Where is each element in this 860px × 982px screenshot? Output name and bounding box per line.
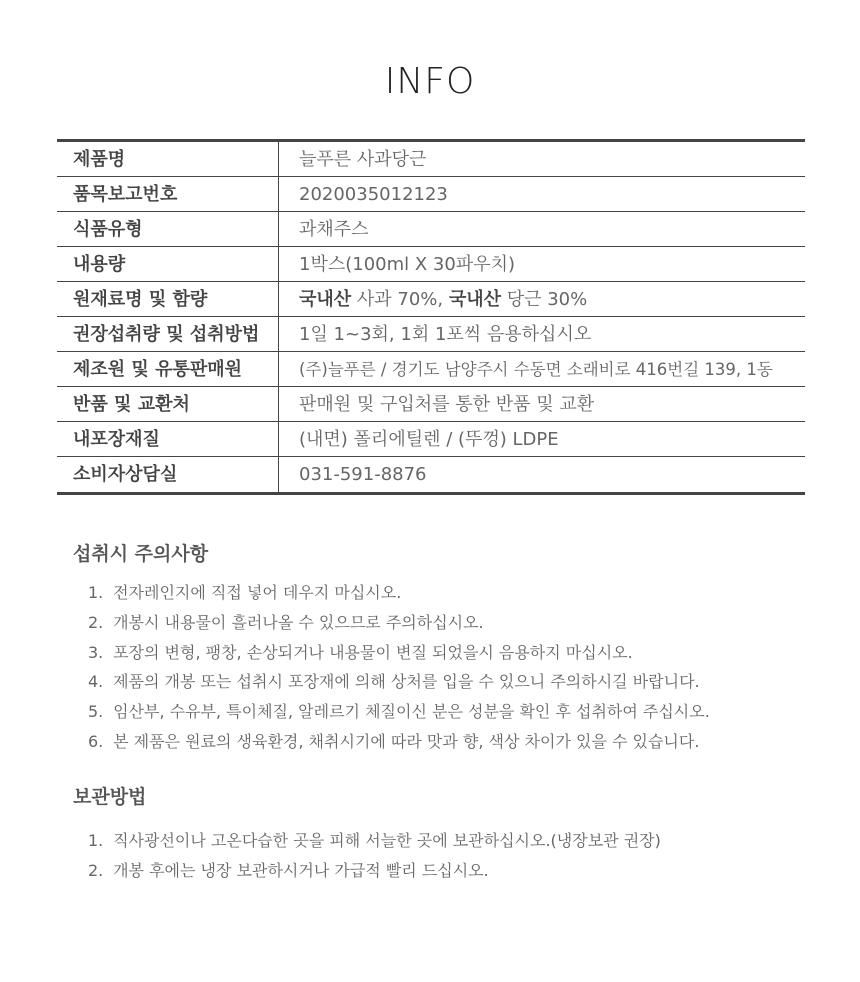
page-title: INFO [384, 61, 476, 102]
list-item [88, 638, 710, 668]
item-number: 5. [88, 702, 104, 722]
item-text: 임산부, 수유부, 특이체질, 알레르기 체질이신 분은 성분을 확인 후 섭취하여 주십시오. [113, 702, 710, 722]
list-item [88, 826, 661, 856]
list-item [88, 697, 710, 727]
origin-label: 국내산 [299, 289, 352, 310]
row-label-intake: 권장섭취량 및 섭취방법 [57, 317, 279, 351]
item-number: 1. [88, 583, 104, 602]
table-row [57, 317, 805, 352]
row-label-report-number: 품목보고번호 [57, 177, 279, 211]
row-value-manufacturer: (주)늘푸른 / 경기도 남양주시 수동면 소래비로 416번길 139, 1동 [299, 360, 773, 379]
row-label-food-type: 식품유형 [57, 212, 279, 246]
row-value-intake: 1일 1~3회, 1회 1포씩 음용하십시오 [299, 324, 592, 345]
list-item [88, 667, 710, 697]
item-text: 직사광선이나 고온다습한 곳을 피해 서늘한 곳에 보관하십시오.(냉장보관 권장) [113, 831, 661, 850]
row-label-returns: 반품 및 교환처 [57, 387, 279, 421]
table-row [57, 387, 805, 422]
item-text: 전자레인지에 직접 넣어 데우지 마십시오. [113, 583, 402, 602]
table-row [57, 422, 805, 457]
table-row [57, 282, 805, 317]
list-item [88, 608, 710, 638]
row-value-packaging: (내면) 폴리에틸렌 / (뚜껑) LDPE [299, 429, 559, 450]
row-label-packaging: 내포장재질 [57, 422, 279, 456]
item-number: 6. [88, 731, 104, 751]
list-item [88, 856, 661, 886]
row-value-product-name: 늘푸른 사과당근 [299, 149, 427, 170]
table-row [57, 212, 805, 247]
item-number: 4. [88, 672, 104, 692]
table-row [57, 247, 805, 282]
item-text: 포장의 변형, 팽창, 손상되거나 내용물이 변질 되었을시 음용하지 마십시오. [113, 642, 633, 662]
item-text: 제품의 개봉 또는 섭취시 포장재에 의해 상처를 입을 수 있으니 주의하시길 바랍니다. [113, 672, 700, 692]
row-label-consumer-center: 소비자상담실 [57, 457, 279, 492]
ingredient-text: 당근 30% [501, 289, 588, 310]
row-label-manufacturer: 제조원 및 유통판매원 [57, 352, 279, 386]
item-number: 3. [88, 642, 104, 662]
row-label-product-name: 제품명 [57, 142, 279, 176]
storage-list [88, 826, 661, 886]
table-row [57, 177, 805, 212]
cautions-heading: 섭취시 주의사항 [73, 543, 209, 565]
table-row [57, 457, 805, 492]
row-value-ingredients [279, 282, 805, 316]
storage-heading: 보관방법 [73, 786, 147, 808]
row-label-contents: 내용량 [57, 247, 279, 281]
row-label-ingredients: 원재료명 및 함량 [57, 282, 279, 316]
item-number: 2. [88, 612, 104, 632]
list-item [88, 578, 710, 608]
cautions-list [88, 578, 710, 757]
row-value-food-type: 과채주스 [299, 219, 369, 240]
origin-label: 국내산 [448, 289, 502, 310]
item-text: 개봉 후에는 냉장 보관하시거나 가급적 빨리 드십시오. [113, 860, 489, 880]
item-number: 2. [88, 860, 104, 880]
item-text: 개봉시 내용물이 흘러나올 수 있으므로 주의하십시오. [113, 612, 484, 632]
row-value-consumer-center: 031-591-8876 [299, 464, 427, 485]
item-number: 1. [88, 831, 104, 850]
table-row [57, 352, 805, 387]
list-item [88, 727, 710, 757]
table-row [57, 142, 805, 177]
ingredient-text: 사과 70%, [351, 289, 449, 310]
product-info-table [57, 139, 805, 495]
item-text: 본 제품은 원료의 생육환경, 채취시기에 따라 맛과 향, 색상 차이가 있을 수 있습니다. [113, 731, 700, 751]
row-value-returns: 판매원 및 구입처를 통한 반품 및 교환 [299, 394, 595, 415]
row-value-contents: 1박스(100ml X 30파우치) [299, 254, 516, 275]
row-value-report-number: 2020035012123 [299, 184, 448, 205]
